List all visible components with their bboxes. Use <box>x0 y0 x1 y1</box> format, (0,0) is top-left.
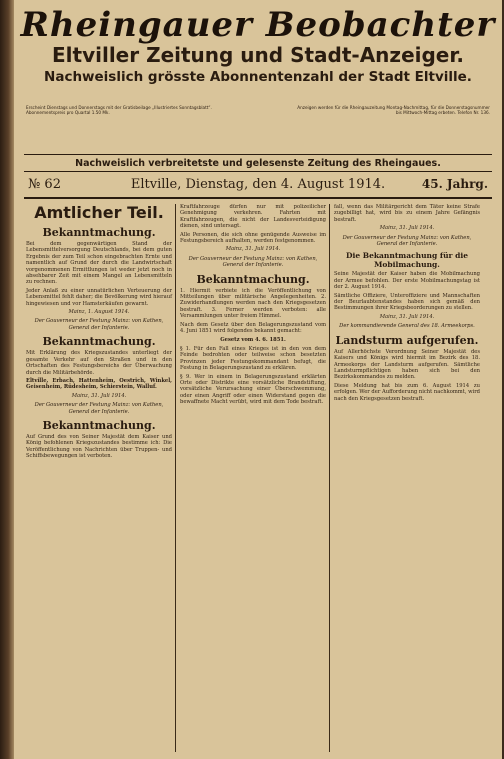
section-heading: Amtlicher Teil. <box>34 203 164 222</box>
notice-text: Kraftfahrzeuge dürfen nur mit polizeilicher Genehmigung verkehren. Fahrten mit Kraftfahrzeugen, die nicht der Landesverteidigung dienen, sind untersagt. <box>180 204 326 230</box>
notice-signature: Der Gouverneur der Festung Mainz: von Kathen, General der Infanterie. <box>188 255 318 269</box>
notice-text: Nach dem Gesetz über den Belagerungszustand vom 4. Juni 1851 wird folgendes bekannt gemacht: <box>180 321 326 335</box>
notice-text: Jeder Anlaß zu einer unnatürlichen Verteuerung der Lebensmittel fehlt daher; die Bevölkerung wird hierauf hingewiesen und vor Hamsterkäufen gewarnt. <box>26 287 172 307</box>
notice-signature: Der kommandierende General des 18. Armeekorps. <box>339 323 475 330</box>
notice-heading: Landsturm aufgerufen. <box>335 333 479 347</box>
publisher-info <box>26 105 490 151</box>
book-binding-edge <box>0 0 14 759</box>
notice-text: Diese Meldung hat bis zum 6. August 1914 zu erfolgen. Wer der Aufforderung nicht nachkommt, wird nach den Kriegsgesetzen bestraft. <box>334 382 480 402</box>
notice-text: Seine Majestät der Kaiser haben die Mobilmachung der Armee befohlen. Der erste Mobilmachungstag ist der 2. August 1914. <box>334 271 480 291</box>
issue-date: Eltville, Dienstag, den 4. August 1914. <box>130 177 386 192</box>
notice-text: 1. Hiermit verbiete ich die Veröffentlichung von Mitteilungen über militärische Angelegenheiten. 2. Zuwiderhandlungen werden nach den Kriegsgesetzen bestraft. 3. Ferner werden verboten: alle Versammlungen unter freiem Himmel. <box>180 287 326 320</box>
notice-place-date: Mainz, 1. August 1914. <box>68 309 130 316</box>
column-divider <box>175 204 176 752</box>
divider <box>24 154 492 155</box>
notice-heading: Die Bekanntmachung für die Mobilmachung. <box>346 251 468 270</box>
column-2 <box>180 204 326 408</box>
notice-text: Alle Personen, die sich ohne genügende Ausweise im Festungsbereich aufhalten, werden festgenommen. <box>180 231 326 245</box>
issue-number: № 62 <box>28 177 61 192</box>
notice-text: Auf Allerhöchste Verordnung Seiner Majestät des Kaisers und Königs wird hiermit im Bezirk des 18. Armeekorps der Landsturm aufgerufen. Sämtliche Landsturmpflichtigen haben sich bei den Bezirkskommandos zu melden. <box>334 348 480 381</box>
notice-text: Sämtliche Offiziere, Unteroffiziere und Mannschaften der Beurlaubtenstandes haben sich gemäß den Bestimmungen ihrer Kriegsbeorderungen zu stellen. <box>334 292 480 312</box>
notice-text: Auf Grund des von Seiner Majestät dem Kaiser und König befohlenen Kriegszustandes bestimme ich: Die Veröffentlichung von Nachrichten über Truppen- und Schiffsbewegungen ist verboten. <box>26 433 172 460</box>
subscription-info: Erscheint Dienstags und Donnerstags mit der Gratisbeilage „Illustriertes Sonntagsblatt“. Abonnementspreis pro Quartal 1.50 Mk. <box>26 105 212 116</box>
advertising-info: Anzeigen werden für die Rheingauzeitung Montag-Nachmittag, für die Donnerstagsnummer bis Mittwoch-Mittag erbeten. Telefon Nr. 136. <box>297 105 490 116</box>
column-3 <box>334 204 480 404</box>
notice-text: Eltville, Erbach, Hattenheim, Oestrich, Winkel, Geisenheim, Rüdesheim, Schierstein, Walluf. <box>26 377 172 391</box>
newspaper-subtitle: Eltviller Zeitung und Stadt-Anzeiger. <box>52 43 464 67</box>
notice-heading: Bekanntmachung. <box>196 272 310 286</box>
newspaper-title: Rheingauer Beobachter <box>20 5 496 45</box>
notice-signature: Der Gouverneur der Festung Mainz: von Kathen, General der Infanterie. <box>342 234 472 248</box>
notice-text: Bei dem gegenwärtigen Stand der Lebensmittelversorgung Deutschlands, bei dem guten Ergebnis der zum Teil schon eingebrachten Ernte und namentlich auf Grund der durch die Landwirtschaft vorgenommenen Ermittlungen ist weder jetzt noch in absehbarer Zeit mit einem Mangel an Lebensmitteln zu rechnen. <box>26 241 172 286</box>
notice-text: fall, wenn das Militärgericht dem Täter keine Strafe zugebilligt hat, wird bis zu einem Jahre Gefängnis bestraft. <box>334 204 480 223</box>
divider <box>24 171 492 172</box>
notice-signature: Der Gouverneur der Festung Mainz: von Kathen, General der Infanterie. <box>34 402 164 415</box>
column-divider <box>329 204 330 752</box>
notice-place-date: Mainz, 31. Juli 1914. <box>379 225 435 232</box>
masthead <box>14 4 502 86</box>
column-1 <box>26 204 172 462</box>
dateline <box>26 174 490 196</box>
notice-heading: Bekanntmachung. <box>42 226 156 239</box>
notice-text: Mit Erklärung des Kriegszustandes unterliegt der gesamte Verkehr auf den Straßen und in den Ortschaften des Festungsbereichs der Überwachung durch die Militärbehörde. <box>26 350 172 376</box>
volume-year: 45. Jahrg. <box>421 177 488 191</box>
notice-heading: Bekanntmachung. <box>42 335 156 349</box>
tagline: Nachweislich verbreitetste und gelesenste Zeitung des Rheingaues. <box>75 158 441 169</box>
law-title: Gesetz vom 4. 6. 1851. <box>220 336 286 343</box>
notice-place-date: Mainz, 31. Juli 1914. <box>71 392 127 399</box>
circulation-claim: Nachweislich grösste Abonnentenzahl der Stadt Eltville. <box>44 69 472 85</box>
notice-place-date: Mainz, 31. Juli 1914. <box>379 313 435 320</box>
newspaper-page <box>14 0 502 759</box>
notice-place-date: Mainz, 31. Juli 1914. <box>225 246 281 253</box>
notice-text: § 9. Wer in einem in Belagerungszustand erklärten Orte oder Distrikte eine vorsätzliche Brandstiftung, vorsätzliche Verursachung einer Überschwemmung, oder einen Angriff oder einen Widerstand gegen die bewaffnete Macht verübt, wird mit dem Tode bestraft. <box>180 373 326 406</box>
notice-heading: Bekanntmachung. <box>42 418 156 432</box>
divider <box>24 197 492 199</box>
notice-text: § 1. Für den Fall eines Krieges ist in den von dem Feinde bedrohten oder teilweise schon besetzten Provinzen jeder Festungskommandant befugt, die Festung in Belagerungszustand zu erklären. <box>180 345 326 372</box>
notice-signature: Der Gouverneur der Festung Mainz: von Kathen, General der Infanterie. <box>34 318 164 331</box>
